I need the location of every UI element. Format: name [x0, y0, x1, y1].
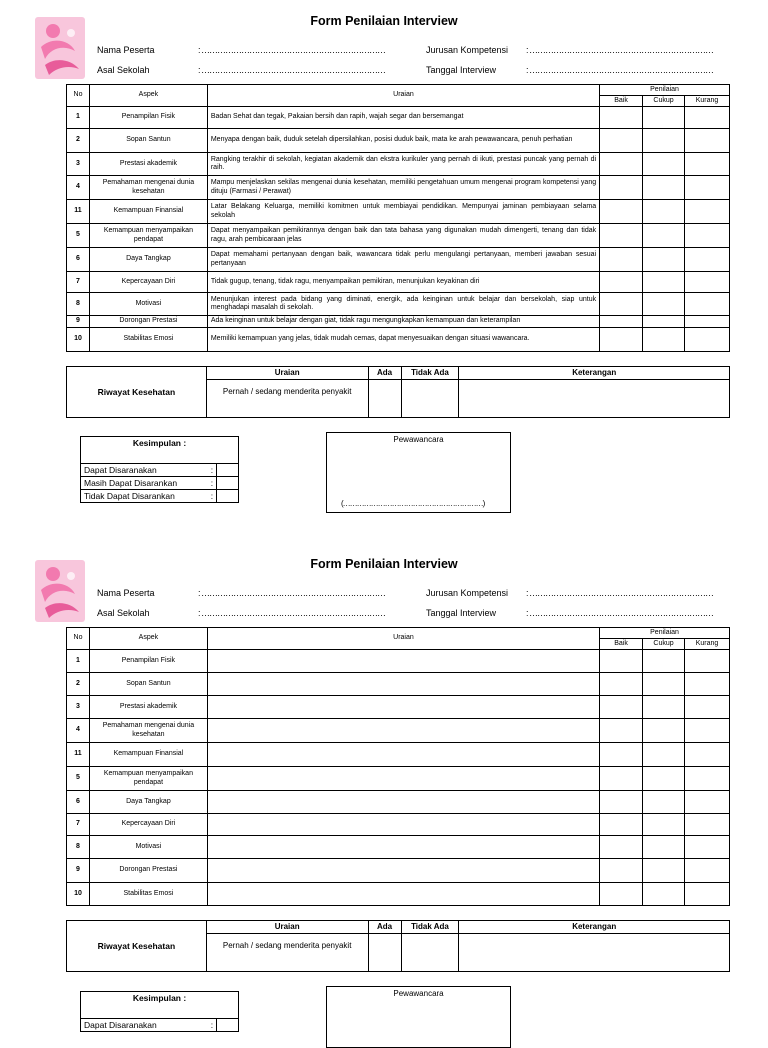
score-kurang[interactable] — [685, 791, 730, 814]
row-uraian: Mampu menjelaskan sekilas mengenai dunia kesehatan, memiliki pengetahuan umum mengenai program kompetensi yang dituju (Farmasi / Perawat) — [207, 176, 599, 200]
score-baik[interactable] — [600, 129, 643, 153]
uraian-field[interactable] — [207, 791, 599, 814]
score-baik[interactable] — [600, 248, 643, 272]
header-uraian-health: Uraian — [206, 921, 368, 934]
score-kurang[interactable] — [685, 153, 730, 176]
row-no: 11 — [67, 743, 90, 767]
uraian-field[interactable] — [207, 767, 599, 791]
form-title: Form Penilaian Interview — [310, 14, 458, 28]
table-row — [67, 791, 730, 814]
row-aspek: Kemampuan menyampaikan pendapat — [89, 224, 207, 248]
table-row — [67, 224, 730, 248]
score-baik[interactable] — [600, 767, 643, 791]
table-row — [67, 107, 730, 129]
conclusion-option: Masih Dapat Disarankan : — [81, 477, 217, 490]
row-uraian: Latar Belakang Keluarga, memiliki komitmen untuk membiayai pendidikan. Mempunyai jaminan pembiayaan selama sekolah — [207, 200, 599, 224]
row-uraian: Rangking terakhir di sekolah, kegiatan akademik dan ekstra kurikuler yang pernah di ikuti, prestasi puncak yang pernah di raih. — [207, 153, 599, 176]
uraian-field[interactable] — [207, 883, 599, 906]
row-aspek: Kepercayaan Diri — [89, 272, 207, 293]
row-no: 1 — [67, 650, 90, 673]
row-aspek: Pemahaman mengenai dunia kesehatan — [89, 719, 207, 743]
field-nama-peserta[interactable]: : …………………………………………………………… — [198, 45, 386, 55]
conclusion-checkbox[interactable] — [217, 1019, 239, 1032]
score-kurang[interactable] — [685, 836, 730, 859]
assessment-table — [66, 84, 730, 352]
score-baik[interactable] — [600, 176, 643, 200]
header-ada: Ada — [368, 921, 401, 934]
uraian-field[interactable] — [207, 696, 599, 719]
table-row — [67, 650, 730, 673]
score-baik[interactable] — [600, 859, 643, 883]
row-aspek: Kemampuan Finansial — [89, 200, 207, 224]
row-uraian: Tidak gugup, tenang, tidak ragu, menyampaikan pemikiran, menunjukan keyakinan diri — [207, 272, 599, 293]
row-no: 7 — [67, 272, 90, 293]
field-asal-sekolah[interactable]: : …………………………………………………………… — [198, 608, 386, 618]
header-keterangan: Keterangan — [459, 921, 730, 934]
score-kurang[interactable] — [685, 328, 730, 352]
score-kurang[interactable] — [685, 814, 730, 836]
score-baik[interactable] — [600, 650, 643, 673]
conclusion-title: Kesimpulan : — [81, 992, 239, 1019]
interviewer-label: Pewawancara — [393, 435, 444, 444]
row-no: 5 — [67, 224, 90, 248]
conclusion-title: Kesimpulan : — [81, 437, 239, 464]
score-kurang[interactable] — [685, 129, 730, 153]
row-aspek: Penampilan Fisik — [89, 107, 207, 129]
score-cukup[interactable] — [643, 272, 685, 293]
score-baik[interactable] — [600, 673, 643, 696]
row-aspek: Stabilitas Emosi — [89, 883, 207, 906]
score-cukup[interactable] — [643, 293, 685, 316]
score-kurang[interactable] — [685, 743, 730, 767]
score-baik[interactable] — [600, 883, 643, 906]
score-cukup[interactable] — [643, 719, 685, 743]
score-baik[interactable] — [600, 814, 643, 836]
header-tidak-ada: Tidak Ada — [401, 367, 459, 380]
assessment-table — [66, 627, 730, 906]
health-item: Pernah / sedang menderita penyakit — [206, 934, 368, 972]
score-baik[interactable] — [600, 791, 643, 814]
interviewer-box — [326, 986, 511, 1048]
header-aspek: Aspek — [89, 628, 207, 650]
table-row — [67, 814, 730, 836]
table-row — [67, 328, 730, 352]
score-cukup[interactable] — [643, 791, 685, 814]
header-no: No — [67, 628, 90, 650]
row-aspek: Daya Tangkap — [89, 791, 207, 814]
row-aspek: Motivasi — [89, 836, 207, 859]
score-cukup[interactable] — [643, 767, 685, 791]
row-uraian: Ada keinginan untuk belajar dengan giat, tidak ragu mengungkapkan kemampuan dan keterampilan — [207, 316, 599, 328]
score-cukup[interactable] — [643, 200, 685, 224]
checkbox-ada[interactable] — [368, 380, 401, 418]
score-cukup[interactable] — [643, 836, 685, 859]
table-row — [67, 272, 730, 293]
score-kurang[interactable] — [685, 719, 730, 743]
score-baik[interactable] — [600, 200, 643, 224]
uraian-field[interactable] — [207, 673, 599, 696]
score-kurang[interactable] — [685, 176, 730, 200]
row-no: 10 — [67, 328, 90, 352]
table-row — [67, 767, 730, 791]
row-no: 9 — [67, 859, 90, 883]
row-no: 8 — [67, 836, 90, 859]
row-no: 4 — [67, 176, 90, 200]
score-baik[interactable] — [600, 696, 643, 719]
uraian-field[interactable] — [207, 650, 599, 673]
uraian-field[interactable] — [207, 836, 599, 859]
row-no: 11 — [67, 200, 90, 224]
score-kurang[interactable] — [685, 248, 730, 272]
score-kurang[interactable] — [685, 272, 730, 293]
score-baik[interactable] — [600, 328, 643, 352]
label-jurusan-kompetensi: Jurusan Kompetensi — [426, 588, 509, 598]
header-kurang: Kurang — [685, 639, 730, 650]
table-row — [67, 200, 730, 224]
header-uraian-health: Uraian — [206, 367, 368, 380]
row-no: 7 — [67, 814, 90, 836]
interviewer-label: Pewawancara — [393, 989, 444, 998]
row-aspek: Kemampuan menyampaikan pendapat — [89, 767, 207, 791]
score-cukup[interactable] — [643, 316, 685, 328]
conclusion-option: Tidak Dapat Disarankan : — [81, 490, 217, 503]
table-row — [67, 176, 730, 200]
score-cukup[interactable] — [643, 153, 685, 176]
row-aspek: Penampilan Fisik — [89, 650, 207, 673]
score-baik[interactable] — [600, 272, 643, 293]
score-baik[interactable] — [600, 719, 643, 743]
health-item: Pernah / sedang menderita penyakit — [206, 380, 368, 418]
row-uraian: Menunjukan interest pada bidang yang diminati, energik, ada keinginan untuk belajar dan bersekolah, siap untuk menghadapi masalah di sekolah. — [207, 293, 599, 316]
conclusion-option: Dapat Disaranakan : — [81, 1019, 217, 1032]
conclusion-checkbox[interactable] — [217, 464, 239, 477]
score-baik[interactable] — [600, 743, 643, 767]
score-baik[interactable] — [600, 316, 643, 328]
form-title: Form Penilaian Interview — [310, 557, 458, 571]
row-no: 2 — [67, 673, 90, 696]
health-history-table — [66, 366, 730, 418]
row-no: 5 — [67, 767, 90, 791]
table-row — [67, 859, 730, 883]
header-kurang: Kurang — [685, 96, 730, 107]
score-cukup[interactable] — [643, 814, 685, 836]
health-history-label: Riwayat Kesehatan — [67, 367, 207, 418]
signature-line[interactable]: (……………………………………………………) — [341, 499, 485, 508]
score-kurang[interactable] — [685, 650, 730, 673]
header-penilaian: Penilaian — [600, 628, 730, 639]
score-kurang[interactable] — [685, 767, 730, 791]
row-no: 1 — [67, 107, 90, 129]
row-no: 4 — [67, 719, 90, 743]
header-penilaian: Penilaian — [600, 85, 730, 96]
uraian-field[interactable] — [207, 859, 599, 883]
score-kurang[interactable] — [685, 293, 730, 316]
score-cukup[interactable] — [643, 859, 685, 883]
header-cukup: Cukup — [643, 96, 685, 107]
health-history-table — [66, 920, 730, 972]
label-asal-sekolah: Asal Sekolah — [97, 608, 150, 618]
header-aspek: Aspek — [89, 85, 207, 107]
score-baik[interactable] — [600, 836, 643, 859]
checkbox-ada[interactable] — [368, 934, 401, 972]
score-kurang[interactable] — [685, 107, 730, 129]
row-aspek: Sopan Santun — [89, 673, 207, 696]
field-asal-sekolah[interactable]: : …………………………………………………………… — [198, 65, 386, 75]
score-baik[interactable] — [600, 153, 643, 176]
keterangan-field[interactable] — [459, 934, 730, 972]
score-kurang[interactable] — [685, 224, 730, 248]
label-tanggal-interview: Tanggal Interview — [426, 608, 497, 618]
table-row — [67, 743, 730, 767]
conclusion-table — [80, 991, 239, 1032]
health-history-label: Riwayat Kesehatan — [67, 921, 207, 972]
row-uraian: Dapat memahami pertanyaan dengan baik, wawancara tidak perlu mengulangi pertanyaan, memberi jawaban sesuai pertanyaan — [207, 248, 599, 272]
label-asal-sekolah: Asal Sekolah — [97, 65, 150, 75]
row-aspek: Kemampuan Finansial — [89, 743, 207, 767]
header-ada: Ada — [368, 367, 401, 380]
score-kurang[interactable] — [685, 859, 730, 883]
header-baik: Baik — [600, 639, 643, 650]
score-kurang[interactable] — [685, 316, 730, 328]
row-aspek: Stabilitas Emosi — [89, 328, 207, 352]
table-row — [67, 129, 730, 153]
label-nama-peserta: Nama Peserta — [97, 588, 155, 598]
row-aspek: Kepercayaan Diri — [89, 814, 207, 836]
score-kurang[interactable] — [685, 696, 730, 719]
header-baik: Baik — [600, 96, 643, 107]
score-cukup[interactable] — [643, 673, 685, 696]
field-nama-peserta[interactable]: : …………………………………………………………… — [198, 588, 386, 598]
row-aspek: Pemahaman mengenai dunia kesehatan — [89, 176, 207, 200]
row-no: 3 — [67, 696, 90, 719]
conclusion-table — [80, 436, 239, 503]
conclusion-checkbox[interactable] — [217, 490, 239, 503]
uraian-field[interactable] — [207, 743, 599, 767]
interviewer-box — [326, 432, 511, 513]
table-row — [67, 153, 730, 176]
score-kurang[interactable] — [685, 883, 730, 906]
score-baik[interactable] — [600, 293, 643, 316]
row-uraian: Memiliki kemampuan yang jelas, tidak mudah cemas, dapat menyesuaikan dengan situasi wawancara. — [207, 328, 599, 352]
uraian-field[interactable] — [207, 814, 599, 836]
score-kurang[interactable] — [685, 200, 730, 224]
score-cukup[interactable] — [643, 650, 685, 673]
header-uraian: Uraian — [207, 85, 599, 107]
row-no: 6 — [67, 248, 90, 272]
field-tanggal-interview[interactable]: : …………………………………………………………… — [526, 65, 714, 75]
score-baik[interactable] — [600, 224, 643, 248]
score-baik[interactable] — [600, 107, 643, 129]
field-tanggal-interview[interactable]: : …………………………………………………………… — [526, 608, 714, 618]
score-cukup[interactable] — [643, 883, 685, 906]
score-cukup[interactable] — [643, 743, 685, 767]
header-cukup: Cukup — [643, 639, 685, 650]
row-no: 8 — [67, 293, 90, 316]
score-cukup[interactable] — [643, 176, 685, 200]
table-row — [67, 673, 730, 696]
row-no: 9 — [67, 316, 90, 328]
row-no: 6 — [67, 791, 90, 814]
score-cukup[interactable] — [643, 224, 685, 248]
conclusion-option: Dapat Disaranakan : — [81, 464, 217, 477]
row-uraian: Dapat menyampaikan pemikirannya dengan baik dan tata bahasa yang digunakan mudah dimengerti, tenang dan tidak ragu, arah pembicaraan jelas — [207, 224, 599, 248]
label-jurusan-kompetensi: Jurusan Kompetensi — [426, 45, 509, 55]
score-cukup[interactable] — [643, 328, 685, 352]
table-row — [67, 293, 730, 316]
row-uraian: Badan Sehat dan tegak, Pakaian bersih dan rapih, wajah segar dan bersemangat — [207, 107, 599, 129]
row-aspek: Motivasi — [89, 293, 207, 316]
table-row — [67, 248, 730, 272]
table-row — [67, 719, 730, 743]
score-cukup[interactable] — [643, 248, 685, 272]
table-row — [67, 316, 730, 328]
table-row — [67, 883, 730, 906]
row-aspek: Sopan Santun — [89, 129, 207, 153]
uraian-field[interactable] — [207, 719, 599, 743]
score-cukup[interactable] — [643, 696, 685, 719]
row-no: 2 — [67, 129, 90, 153]
header-no: No — [67, 85, 90, 107]
conclusion-checkbox[interactable] — [217, 477, 239, 490]
checkbox-tidak-ada[interactable] — [401, 934, 459, 972]
table-row — [67, 836, 730, 859]
field-jurusan-kompetensi[interactable]: : …………………………………………………………… — [526, 588, 714, 598]
row-uraian: Menyapa dengan baik, duduk setelah dipersilahkan, posisi duduk baik, mata ke arah pewawancara, penuh perhatian — [207, 129, 599, 153]
table-row — [67, 696, 730, 719]
header-keterangan: Keterangan — [459, 367, 730, 380]
checkbox-tidak-ada[interactable] — [401, 380, 459, 418]
keterangan-field[interactable] — [459, 380, 730, 418]
row-aspek: Daya Tangkap — [89, 248, 207, 272]
label-tanggal-interview: Tanggal Interview — [426, 65, 497, 75]
row-aspek: Prestasi akademik — [89, 696, 207, 719]
label-nama-peserta: Nama Peserta — [97, 45, 155, 55]
header-uraian: Uraian — [207, 628, 599, 650]
header-tidak-ada: Tidak Ada — [401, 921, 459, 934]
field-jurusan-kompetensi[interactable]: : …………………………………………………………… — [526, 45, 714, 55]
score-kurang[interactable] — [685, 673, 730, 696]
row-no: 10 — [67, 883, 90, 906]
score-cukup[interactable] — [643, 107, 685, 129]
score-cukup[interactable] — [643, 129, 685, 153]
row-no: 3 — [67, 153, 90, 176]
row-aspek: Dorongan Prestasi — [89, 316, 207, 328]
row-aspek: Dorongan Prestasi — [89, 859, 207, 883]
row-aspek: Prestasi akademik — [89, 153, 207, 176]
